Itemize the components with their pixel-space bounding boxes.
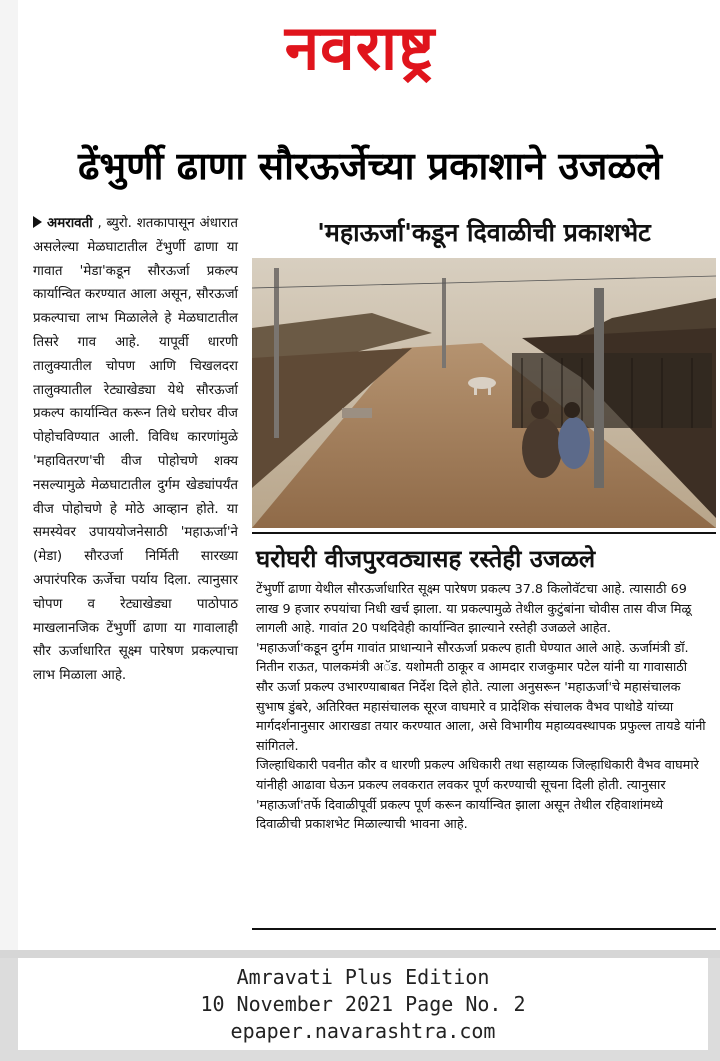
edition-name: Amravati Plus Edition — [236, 965, 490, 989]
article-headline: ढेंभुर्णी ढाणा सौरऊर्जेच्या प्रकाशाने उजळले — [77, 144, 662, 188]
dateline: अमरावती — [47, 216, 93, 231]
byline: , ब्युरो. — [97, 216, 132, 231]
edition-date-page: 10 November 2021 Page No. 2 — [200, 992, 526, 1016]
sub-headline-mid: घरोघरी वीजपुरवठ्यासह रस्तेही उजळले — [256, 545, 596, 573]
village-road-photo — [252, 258, 716, 528]
page-edge — [0, 0, 18, 950]
divider — [252, 928, 716, 930]
edition-url[interactable]: epaper.navarashtra.com — [230, 1019, 496, 1043]
left-column-text — [33, 212, 238, 688]
page-gap — [0, 950, 720, 958]
masthead-logo: नवराष्ट्र — [284, 11, 436, 84]
right-column-text — [256, 580, 706, 835]
edition-footer — [18, 958, 708, 1050]
paragraph-2: 'महाऊर्जा'कडून दुर्गम गावांत प्राधान्याने सौरऊर्जा प्रकल्प हाती घेण्यात आले आहे. ऊर्जामंत्री डॉ. नितीन राऊत, पालकमंत्री अॅड. यशोमती ठाकूर व आमदार राजकुमार पटेल यांनी या गावासाठी सौर ऊर्जा प्रकल्प उभारण्याबाबत निर्देश दिले होते. त्याला अनुसरून 'महाऊर्जा'चे महासंचालक सुभाष डुंबरे, अतिरिक्त महासंचालक सूरज वाघमारे व प्रादेशिक संचालक वैभव पाथोडे यांच्या मार्गदर्शनानुसार आराखडा तयार करण्यात आला, असे विभागीय महाव्यवस्थापक प्रफुल्ल तायडे यांनी सांगितले. — [256, 640, 706, 754]
bullet-icon — [33, 216, 42, 228]
sub-headline-top: 'महाऊर्जा'कडून दिवाळीची प्रकाशभेट — [317, 218, 651, 247]
divider — [252, 532, 716, 534]
article-photo — [252, 258, 716, 528]
paragraph-3: जिल्हाधिकारी पवनीत कौर व धारणी प्रकल्प अधिकारी तथा सहाय्यक जिल्हाधिकारी वैभव वाघमारे यांनीही आढावा घेऊन प्रकल्प लवकरात लवकर पूर्ण करण्याची सूचना दिली होती. त्यानुसार 'महाऊर्जा'तर्फे दिवाळीपूर्वी प्रकल्प पूर्ण करून कार्यान्वित झाला असून तेथील रहिवाशांमध्ये दिवाळीची प्रकाशभेट मिळाल्याची भावना आहे. — [256, 758, 699, 833]
paragraph-1: टेंभुर्णी ढाणा येथील सौरऊर्जाधारित सूक्ष्म पारेषण प्रकल्प 37.8 किलोवॅटचा आहे. त्यासाठी 69 लाख 9 हजार रुपयांचा निधी खर्च झाला. या प्रकल्पामुळे तेथील कुटुंबांना चोवीस तास वीज मिळू लागली आहे. गावांत 20 पथदिवेही कार्यान्वित झाल्याने रस्तेही उजळले आहेत. — [256, 582, 692, 637]
left-column-body: शतकापासून अंधारात असलेल्या मेळघाटातील टेंभुर्णी ढाणा या गावात 'मेडा'कडून सौरऊर्जा प्रकल्प कार्यान्वित करण्यात आला असून, सौरऊर्जा प्रकल्पाचा लाभ मिळालेले हे मेळघाटातील तिसरे गाव आहे. यापूर्वी धारणी तालुक्यातील चोपण आणि चिखलदरा तालुक्यातील रेट्याखेड्या येथे सौरऊर्जा प्रकल्प कार्यान्वित करून तिथे घरोघर वीज पोहोचविण्यात आली. विविध कारणांमुळे 'महावितरण'ची वीज पोहोचणे शक्य नसल्यामुळे मेळघाटातील दुर्गम खेड्यांपर्यंत वीज पोहोचणे हे मोठे आव्हान होते. या समस्येवर उपाययोजनेसाठी 'महाऊर्जा'ने (मेडा) सौरउर्जा निर्मिती सारख्या अपारंपरिक ऊर्जेचा पर्याय दिला. त्यानुसार चोपण व रेट्याखेड्या पाठोपाठ माखलानजिक टेंभुर्णी ढाणा या गावालाही सौर ऊर्जाधारित सूक्ष्म पारेषण प्रकल्पाचा लाभ मिळाला आहे. — [33, 216, 238, 684]
